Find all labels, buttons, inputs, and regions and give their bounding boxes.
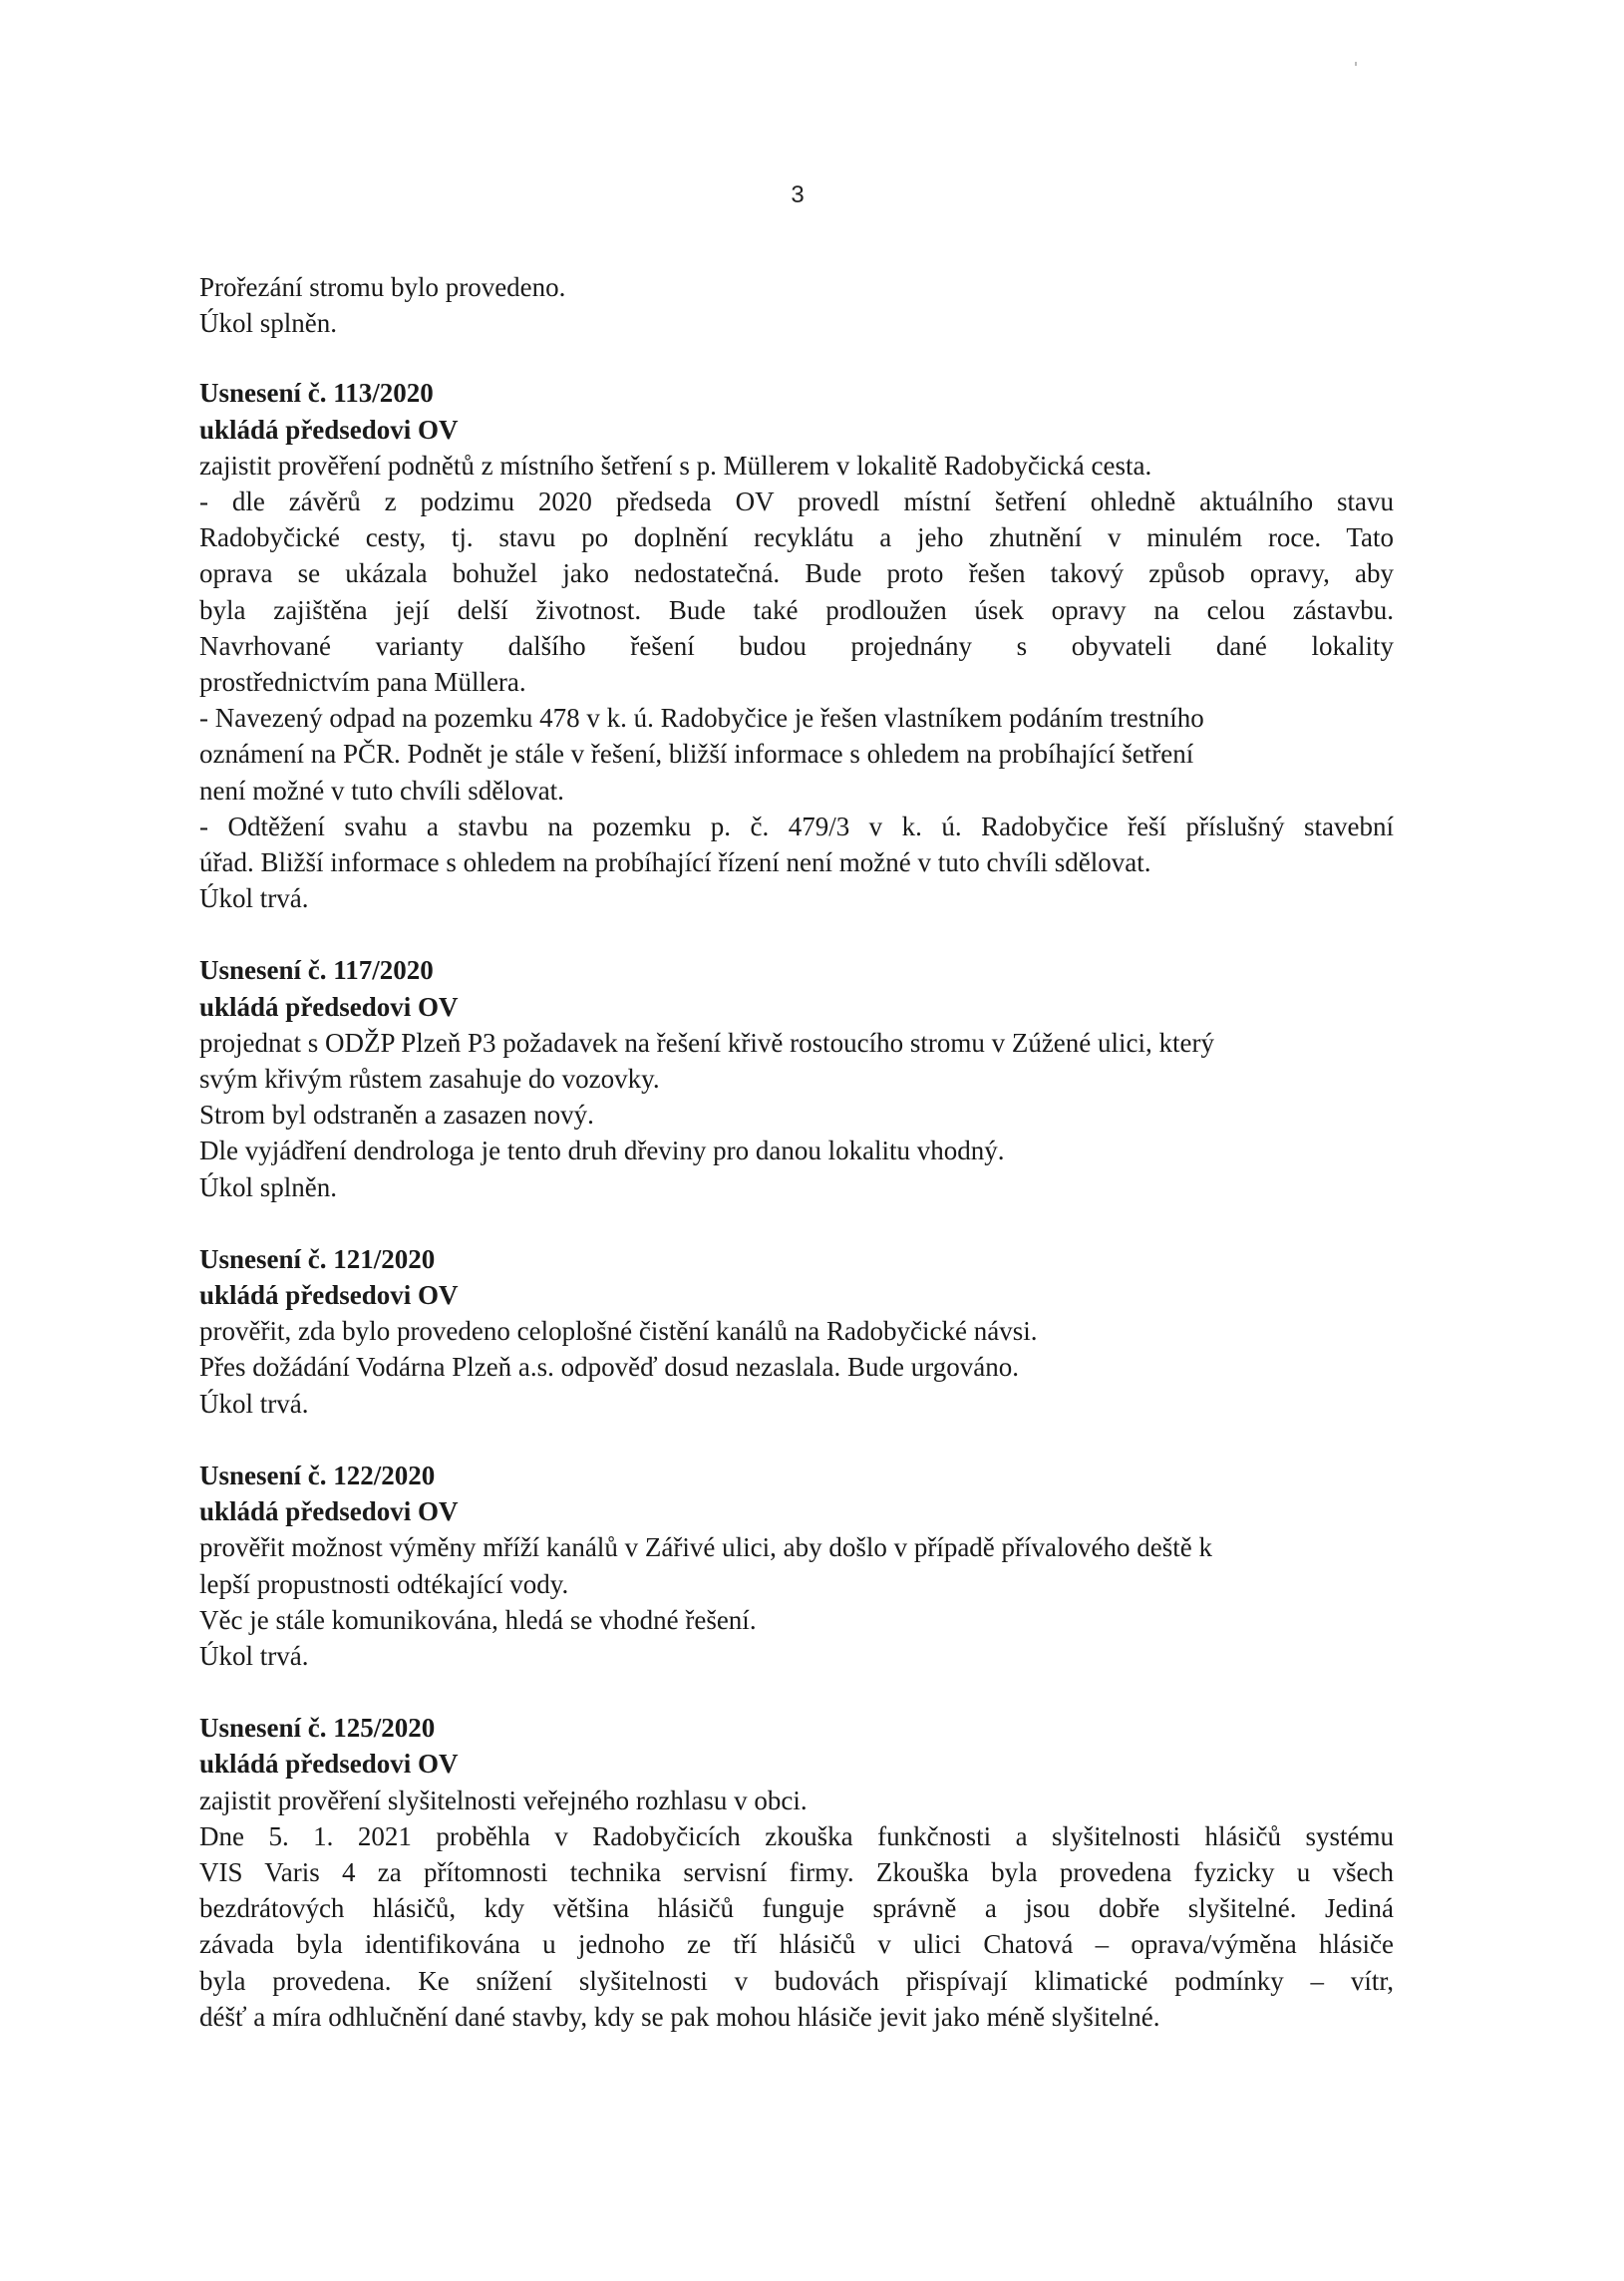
text-line: Úkol trvá. bbox=[199, 883, 309, 914]
text-line: oprava se ukázala bohužel jako nedostatečná. Bude proto řešen takový způsob opravy, aby bbox=[199, 558, 1394, 589]
text-line: Přes dožádání Vodárna Plzeň a.s. odpověď dosud nezaslala. Bude urgováno. bbox=[199, 1352, 1020, 1383]
page-number: 3 bbox=[791, 181, 805, 208]
text-line: svým křivým růstem zasahuje do vozovky. bbox=[199, 1064, 660, 1095]
text-line: Strom byl odstraněn a zasazen nový. bbox=[199, 1100, 594, 1131]
text-line: projednat s ODŽP Plzeň P3 požadavek na řešení křivě rostoucího stromu v Zúžené ulici, který bbox=[199, 1027, 1214, 1058]
intro-block bbox=[199, 269, 1394, 341]
text-line: - Navezený odpad na pozemku 478 v k. ú. Radobyčice je řešen vlastníkem podáním trestního bbox=[199, 703, 1204, 734]
text-line: byla zajištěna její delší životnost. Bude také prodloužen úsek opravy na celou zástavbu. bbox=[199, 594, 1394, 625]
resolution-title: Usnesení č. 117/2020 bbox=[199, 955, 434, 986]
text-line: není možné v tuto chvíli sdělovat. bbox=[199, 775, 564, 806]
text-line: Úkol trvá. bbox=[199, 1388, 309, 1419]
text-line: déšť a míra odhlučnění dané stavby, kdy se pak mohou hlásiče jevit jako méně slyšitelné. bbox=[199, 2001, 1160, 2032]
document-body bbox=[199, 269, 1394, 2071]
resolution-title: Usnesení č. 121/2020 bbox=[199, 1243, 436, 1274]
text-line: bezdrátových hlásičů, kdy většina hlásičů funguje správně a jsou dobře slyšitelné. Jediná bbox=[199, 1893, 1394, 1924]
resolution-subtitle: ukládá předsedovi OV bbox=[199, 1749, 459, 1780]
text-line: prověřit, zda bylo provedeno celoplošné čistění kanálů na Radobyčické návsi. bbox=[199, 1316, 1038, 1347]
resolution-title: Usnesení č. 122/2020 bbox=[199, 1460, 436, 1490]
text-line: Radobyčické cesty, tj. stavu po doplnění recyklátu a jeho zhutnění v minulém roce. Tato bbox=[199, 522, 1394, 553]
resolution-title: Usnesení č. 125/2020 bbox=[199, 1713, 436, 1744]
text-line: prověřit možnost výměny mříží kanálů v Zářivé ulici, aby došlo v případě přívalového deště k bbox=[199, 1532, 1212, 1563]
resolution-117 bbox=[199, 952, 1394, 1204]
text-line: Věc je stále komunikována, hledá se vhodné řešení. bbox=[199, 1604, 757, 1635]
text-line: - dle závěrů z podzimu 2020 předseda OV provedl místní šetření ohledně aktuálního stavu bbox=[199, 487, 1394, 517]
text-line: Úkol trvá. bbox=[199, 1640, 309, 1671]
text-line: Navrhované varianty dalšího řešení budou projednány s obyvateli dané lokality bbox=[199, 630, 1394, 661]
resolution-title: Usnesení č. 113/2020 bbox=[199, 378, 434, 409]
resolution-122 bbox=[199, 1458, 1394, 1674]
text-line: zajistit prověření podnětů z místního šetření s p. Müllerem v lokalitě Radobyčická cesta. bbox=[199, 450, 1152, 481]
resolution-125 bbox=[199, 1710, 1394, 2035]
text-line: lepší propustnosti odtékající vody. bbox=[199, 1568, 569, 1599]
resolution-113 bbox=[199, 375, 1394, 916]
text-line: oznámení na PČR. Podnět je stále v řešení, bližší informace s ohledem na probíhající šetření bbox=[199, 739, 1194, 770]
resolution-subtitle: ukládá předsedovi OV bbox=[199, 1496, 459, 1527]
text-line: úřad. Bližší informace s ohledem na probíhající řízení není možné v tuto chvíli sdělovat. bbox=[199, 847, 1151, 878]
resolution-subtitle: ukládá předsedovi OV bbox=[199, 991, 459, 1022]
text-line: Dle vyjádření dendrologa je tento druh dřeviny pro danou lokalitu vhodný. bbox=[199, 1136, 1005, 1166]
scan-mark bbox=[1355, 62, 1357, 66]
text-line: byla provedena. Ke snížení slyšitelnosti v budovách přispívají klimatické podmínky – vítr, bbox=[199, 1965, 1394, 1996]
text-line: Prořezání stromu bylo provedeno. bbox=[199, 272, 566, 302]
text-line: prostřednictvím pana Müllera. bbox=[199, 667, 526, 698]
text-line: Úkol splněn. bbox=[199, 1171, 337, 1202]
text-line: - Odtěžení svahu a stavbu na pozemku p. č. 479/3 v k. ú. Radobyčice řeší příslušný stavební bbox=[199, 811, 1394, 841]
text-line: zajistit prověření slyšitelnosti veřejného rozhlasu v obci. bbox=[199, 1785, 808, 1815]
resolution-121 bbox=[199, 1241, 1394, 1422]
resolution-subtitle: ukládá předsedovi OV bbox=[199, 414, 459, 445]
text-line: Úkol splněn. bbox=[199, 308, 337, 339]
text-line: VIS Varis 4 za přítomnosti technika servisní firmy. Zkouška byla provedena fyzicky u všech bbox=[199, 1856, 1394, 1887]
text-line: Dne 5. 1. 2021 proběhla v Radobyčicích zkouška funkčnosti a slyšitelnosti hlásičů systému bbox=[199, 1820, 1394, 1851]
text-line: závada byla identifikována u jednoho ze tří hlásičů v ulici Chatová – oprava/výměna hlásiče bbox=[199, 1929, 1394, 1960]
resolution-subtitle: ukládá předsedovi OV bbox=[199, 1280, 459, 1311]
